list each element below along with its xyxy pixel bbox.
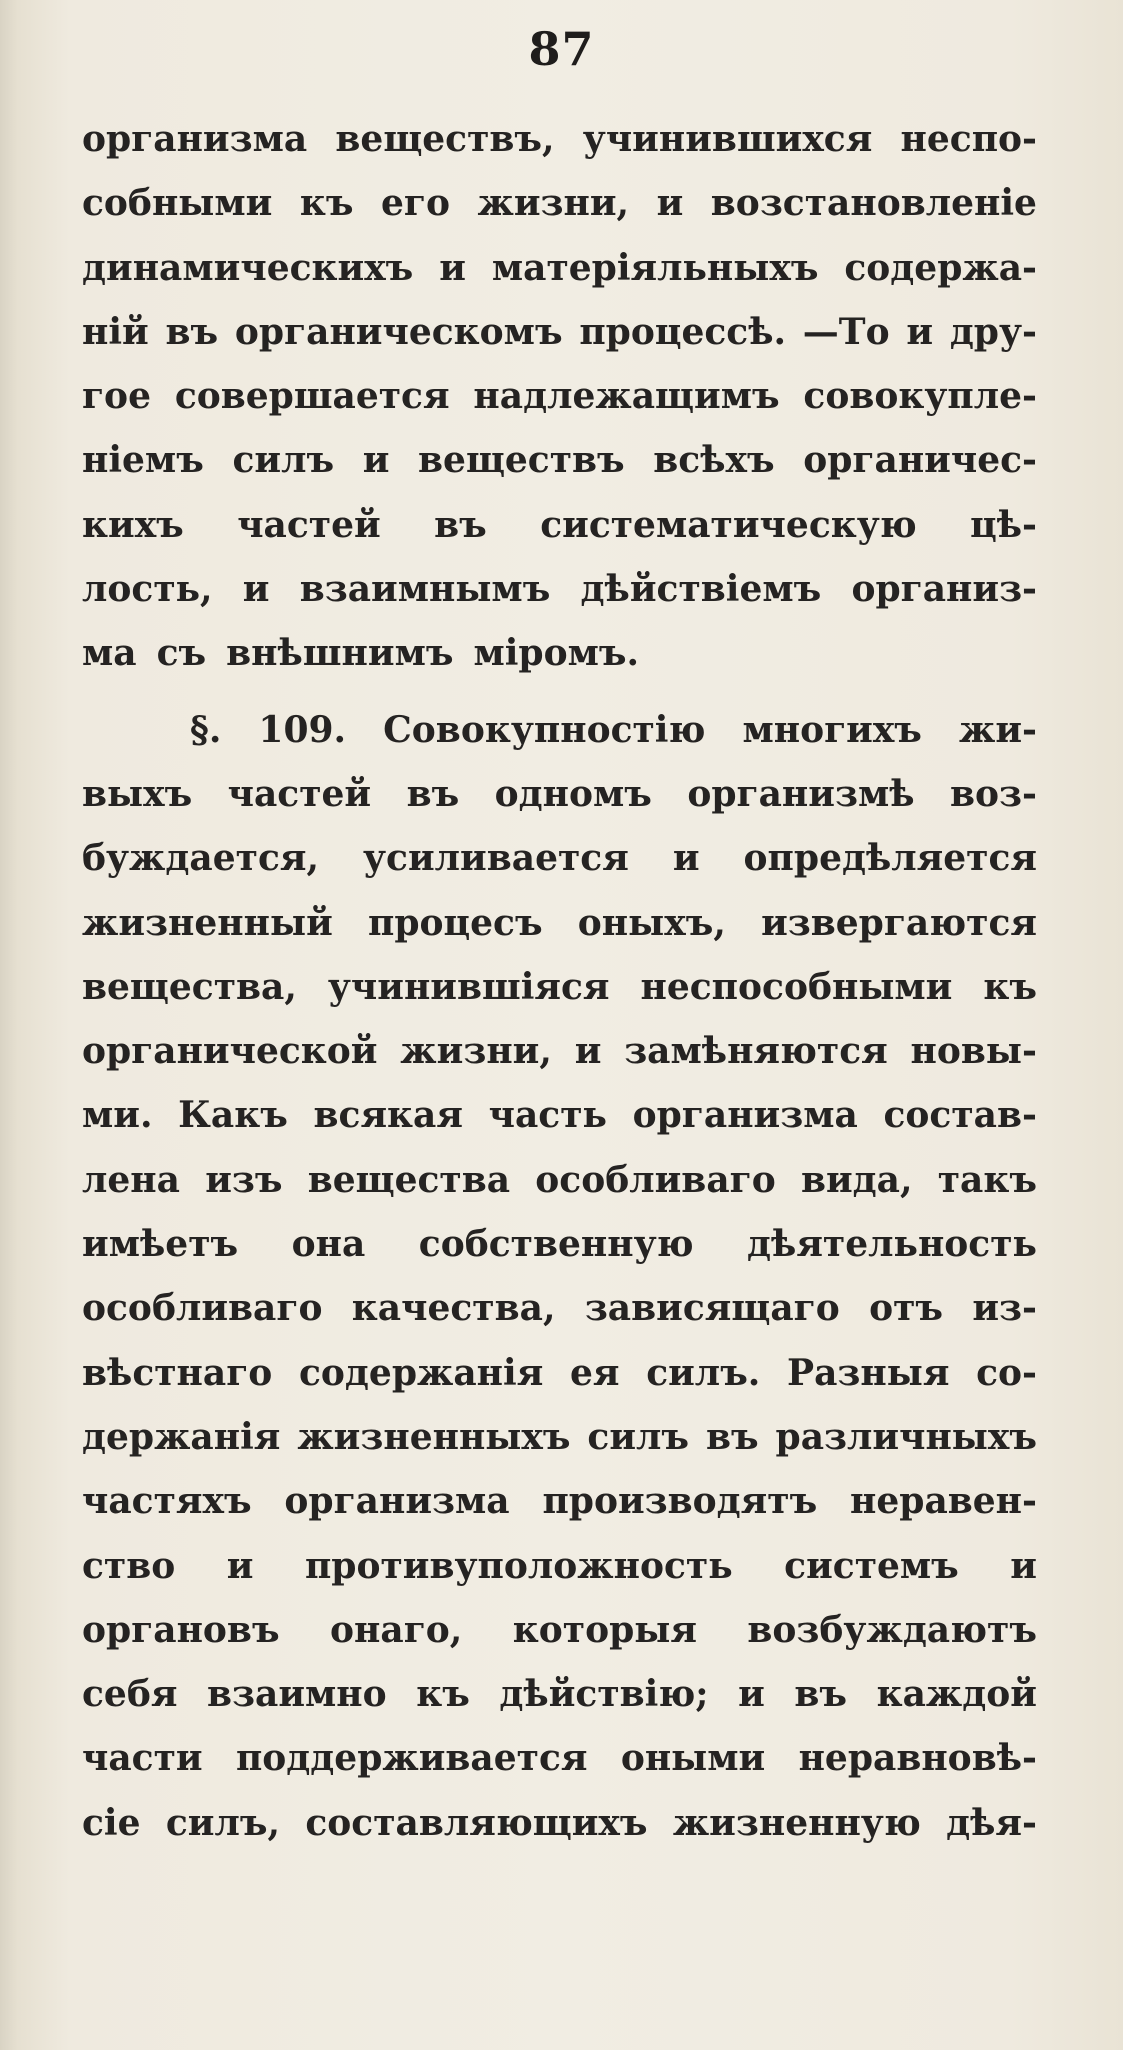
word: взаимно bbox=[207, 1673, 387, 1716]
word: Разныя bbox=[787, 1351, 950, 1394]
word: буждается, bbox=[82, 837, 319, 880]
text-line bbox=[82, 1416, 1037, 1480]
word: системъ bbox=[784, 1544, 959, 1587]
word: особливаго bbox=[535, 1158, 776, 1201]
text-line bbox=[82, 1545, 1037, 1609]
word: въ bbox=[406, 772, 460, 815]
word: ея bbox=[570, 1351, 620, 1394]
word: одномъ bbox=[494, 772, 652, 815]
word: возбуждаютъ bbox=[747, 1608, 1037, 1651]
text-line bbox=[82, 375, 1037, 439]
word: веществъ, bbox=[335, 118, 555, 160]
text-line bbox=[82, 1737, 1037, 1801]
word: и bbox=[672, 837, 700, 880]
word: органовъ bbox=[82, 1608, 280, 1651]
word: противуположность bbox=[304, 1544, 733, 1587]
word: и bbox=[656, 182, 684, 225]
word: внѣшнимъ bbox=[226, 632, 454, 675]
text-line bbox=[82, 568, 1037, 632]
word: организма bbox=[632, 1094, 858, 1137]
word: воз- bbox=[949, 772, 1037, 815]
word: зависящаго bbox=[584, 1287, 840, 1330]
word: 109. bbox=[258, 708, 347, 751]
word: цѣ- bbox=[970, 503, 1037, 546]
text-line bbox=[82, 1094, 1037, 1158]
text-line bbox=[82, 1673, 1037, 1737]
word: лость, bbox=[82, 568, 213, 611]
word: и bbox=[738, 1673, 765, 1716]
word: различныхъ bbox=[775, 1415, 1037, 1458]
text-line bbox=[82, 1352, 1037, 1416]
word: съ bbox=[156, 632, 207, 675]
text-line bbox=[82, 1223, 1037, 1287]
word: процессѣ. bbox=[579, 310, 787, 353]
word: жизненный bbox=[82, 901, 333, 944]
word: мiромъ. bbox=[473, 632, 640, 675]
word: кихъ bbox=[82, 503, 184, 546]
word: оныхъ, bbox=[577, 901, 726, 944]
word: жи- bbox=[958, 708, 1037, 751]
word: качества, bbox=[351, 1287, 556, 1330]
word: дѣйствiемъ bbox=[580, 568, 822, 611]
text-line bbox=[82, 1609, 1037, 1673]
word: особливаго bbox=[82, 1287, 323, 1330]
word: силъ. bbox=[646, 1351, 761, 1394]
word: въ bbox=[705, 1415, 759, 1458]
word: дѣятельность bbox=[747, 1223, 1037, 1266]
word: всѣхъ bbox=[653, 439, 775, 482]
word: жизни, bbox=[477, 182, 630, 225]
word: которыя bbox=[512, 1608, 697, 1651]
body-text bbox=[82, 118, 1037, 1866]
word: и bbox=[906, 310, 934, 353]
word: жизненную bbox=[672, 1801, 921, 1844]
word: собными bbox=[82, 182, 273, 225]
word: матерiяльныхъ bbox=[491, 246, 819, 289]
word: содержа- bbox=[844, 246, 1037, 289]
word: себя bbox=[82, 1673, 178, 1716]
word: веществъ bbox=[418, 439, 625, 482]
word: вѣстнаго bbox=[82, 1351, 273, 1394]
word: частей bbox=[227, 772, 372, 815]
text-line bbox=[82, 632, 1037, 696]
word: изъ bbox=[205, 1158, 283, 1201]
page-number: 87 bbox=[528, 22, 595, 76]
word: и bbox=[574, 1030, 602, 1073]
text-line bbox=[82, 439, 1037, 503]
word: отъ bbox=[869, 1287, 943, 1330]
text-line bbox=[82, 504, 1037, 568]
word: часть bbox=[488, 1094, 607, 1137]
word: къ bbox=[299, 182, 354, 225]
word: учинившiяся bbox=[327, 965, 610, 1008]
word: состав- bbox=[883, 1094, 1037, 1137]
text-line bbox=[82, 311, 1037, 375]
word: къ bbox=[983, 965, 1037, 1008]
word: въ bbox=[165, 310, 219, 353]
word: нiемъ bbox=[82, 439, 204, 482]
word: къ bbox=[416, 1673, 470, 1716]
word: его bbox=[380, 182, 450, 225]
word: и bbox=[1010, 1544, 1037, 1587]
word: собственную bbox=[418, 1223, 694, 1266]
word: организма bbox=[284, 1480, 510, 1523]
word: жизненныхъ bbox=[297, 1415, 571, 1458]
word: лена bbox=[82, 1158, 180, 1201]
text-line bbox=[82, 1287, 1037, 1351]
word: частей bbox=[237, 503, 381, 546]
word: и bbox=[362, 439, 390, 482]
word: неспособными bbox=[640, 965, 953, 1008]
section-heading-line bbox=[82, 709, 1037, 773]
word: —То bbox=[802, 310, 890, 353]
word: вещества bbox=[307, 1158, 511, 1201]
word: надлежащимъ bbox=[473, 375, 780, 418]
word: опредѣляется bbox=[743, 837, 1037, 880]
word: ми. bbox=[82, 1094, 153, 1137]
word: ма bbox=[82, 632, 137, 675]
word: частяхъ bbox=[82, 1480, 252, 1523]
word: оными bbox=[620, 1737, 766, 1780]
word: сiе bbox=[82, 1801, 141, 1844]
word: неспо- bbox=[900, 118, 1037, 160]
text-line bbox=[82, 837, 1037, 901]
word: дѣя- bbox=[946, 1801, 1037, 1844]
text-line bbox=[82, 1030, 1037, 1094]
word: онаго, bbox=[330, 1608, 463, 1651]
text-line bbox=[82, 118, 1037, 182]
word: из- bbox=[972, 1287, 1037, 1330]
word: ство bbox=[82, 1544, 176, 1587]
word: со- bbox=[976, 1351, 1037, 1394]
text-line bbox=[82, 773, 1037, 837]
word: силъ, bbox=[165, 1801, 280, 1844]
word: процесъ bbox=[368, 901, 543, 944]
word: Совокупностiю bbox=[383, 708, 706, 751]
word: вещества, bbox=[82, 965, 297, 1008]
word: нiй bbox=[82, 310, 149, 353]
word: въ bbox=[794, 1673, 848, 1716]
word: организ- bbox=[851, 568, 1037, 611]
word: выхъ bbox=[82, 772, 193, 815]
word: усиливается bbox=[363, 837, 629, 880]
word: организма bbox=[82, 118, 308, 160]
text-line bbox=[82, 247, 1037, 311]
word: держанiя bbox=[82, 1415, 281, 1458]
word: замѣняются bbox=[624, 1030, 888, 1073]
word: взаимнымъ bbox=[299, 568, 551, 611]
word: она bbox=[291, 1223, 366, 1266]
word: и bbox=[439, 246, 466, 289]
text-line bbox=[82, 902, 1037, 966]
word: вида, bbox=[800, 1158, 913, 1201]
word: поддерживается bbox=[235, 1737, 588, 1780]
word: систематическую bbox=[540, 503, 917, 546]
word: части bbox=[82, 1737, 203, 1780]
word: гое bbox=[82, 375, 151, 418]
word: новы- bbox=[910, 1030, 1037, 1073]
text-line bbox=[82, 1480, 1037, 1544]
word: силъ bbox=[587, 1415, 690, 1458]
word: §. bbox=[190, 708, 222, 751]
word: составляющихъ bbox=[305, 1801, 648, 1844]
word: всякая bbox=[313, 1094, 463, 1137]
word: органичес- bbox=[803, 439, 1037, 482]
word: силъ bbox=[232, 439, 335, 482]
text-line bbox=[82, 1159, 1037, 1223]
word: совершается bbox=[174, 375, 450, 418]
word: организмѣ bbox=[687, 772, 915, 815]
word: органическомъ bbox=[234, 310, 563, 353]
word: каждой bbox=[876, 1673, 1037, 1716]
word: совокупле- bbox=[803, 375, 1037, 418]
word: учинившихся bbox=[582, 118, 873, 160]
word: и bbox=[242, 568, 270, 611]
word: Какъ bbox=[178, 1094, 288, 1137]
word: возстановленiе bbox=[710, 182, 1037, 225]
word: содержанiя bbox=[299, 1351, 544, 1394]
word: дѣйствiю; bbox=[499, 1673, 709, 1716]
word: имѣетъ bbox=[82, 1223, 239, 1266]
text-line bbox=[82, 966, 1037, 1030]
word: неравновѣ- bbox=[798, 1737, 1037, 1780]
word: въ bbox=[434, 503, 487, 546]
word: извергаются bbox=[761, 901, 1037, 944]
text-line bbox=[82, 1802, 1037, 1866]
word: многихъ bbox=[742, 708, 922, 751]
word: и bbox=[226, 1544, 254, 1587]
word: неравен- bbox=[850, 1480, 1037, 1523]
word: жизни, bbox=[400, 1030, 552, 1073]
word: динамическихъ bbox=[82, 246, 414, 289]
word: производятъ bbox=[542, 1480, 818, 1523]
word: органической bbox=[82, 1030, 378, 1073]
word: такъ bbox=[937, 1158, 1037, 1201]
text-line bbox=[82, 182, 1037, 246]
word: дру- bbox=[949, 310, 1037, 353]
